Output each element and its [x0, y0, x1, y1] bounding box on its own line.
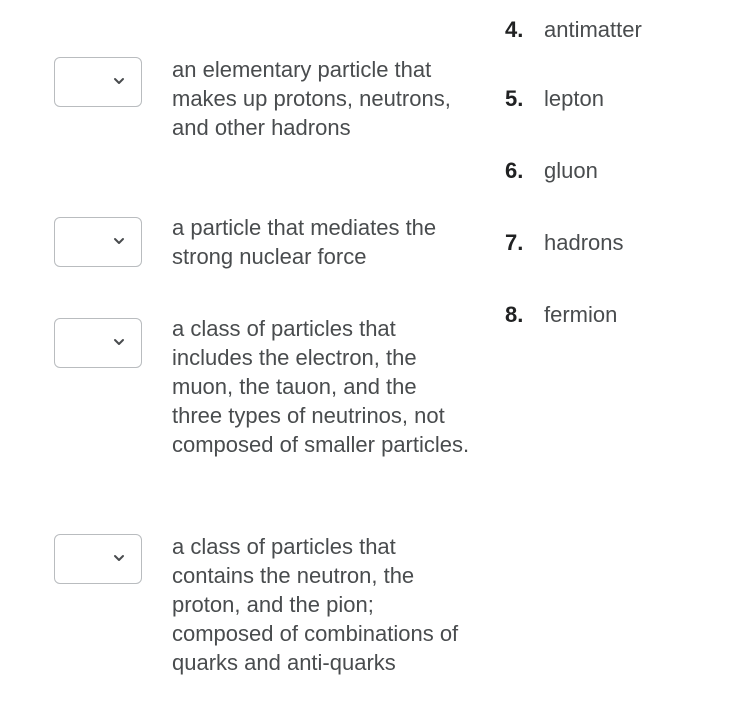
answer-choice-6	[505, 156, 598, 185]
definition-text-1: an elementary particle that makes up protons, neutrons, and other hadrons	[172, 57, 451, 140]
answer-choice-7	[505, 228, 624, 257]
answer-choice-5	[505, 84, 604, 113]
answer-number: 8.	[505, 302, 524, 327]
answer-label: fermion	[544, 302, 618, 327]
answer-label: hadrons	[544, 230, 624, 255]
answer-number: 5.	[505, 86, 524, 111]
chevron-down-icon	[112, 335, 126, 349]
chevron-down-icon	[112, 234, 126, 248]
match-select-1[interactable]	[54, 57, 142, 107]
chevron-down-icon	[112, 74, 126, 88]
answer-choice-4	[505, 9, 642, 38]
answer-label: gluon	[544, 158, 598, 183]
definition-text-4: a class of particles that contains the neutron, the proton, and the pion; composed of combinations of quarks and anti-quarks	[172, 534, 459, 675]
definition-text-2: a particle that mediates the strong nuclear force	[172, 215, 437, 269]
answer-label: antimatter	[544, 17, 642, 38]
match-select-2[interactable]	[54, 217, 142, 267]
answer-choice-8	[505, 300, 617, 329]
answer-number: 7.	[505, 230, 524, 255]
definition-text-3: a class of particles that includes the electron, the muon, the tauon, and the three types of neutrinos, not composed of smaller particles.	[172, 316, 470, 457]
answer-number: 4.	[505, 17, 524, 38]
chevron-down-icon	[112, 551, 126, 565]
match-select-3[interactable]	[54, 318, 142, 368]
match-select-4[interactable]	[54, 534, 142, 584]
answer-label: lepton	[544, 86, 604, 111]
answer-number: 6.	[505, 158, 524, 183]
